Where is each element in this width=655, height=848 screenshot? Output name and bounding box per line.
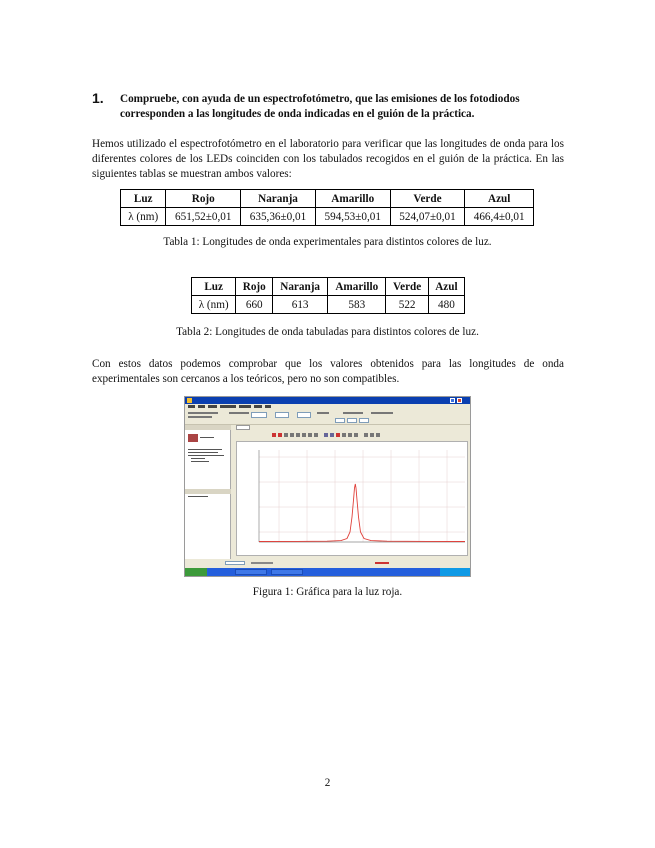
exercise-title: Compruebe, con ayuda de un espectrofotómetro, que las emisiones de los fotodiodos corresponden a las longitudes de onda indicadas en el guión de la práctica. [120, 93, 520, 120]
table-cell: λ (nm) [192, 296, 236, 314]
start-button [185, 568, 207, 576]
table-header-cell: Azul [428, 278, 464, 296]
system-tray [440, 568, 470, 576]
table-header-cell: Azul [465, 190, 534, 208]
tabulated-wavelength-table [191, 277, 465, 314]
page-number: 2 [324, 777, 331, 789]
table-2-caption: Tabla 2: Longitudes de onda tabuladas para distintos colores de luz. [176, 326, 479, 338]
taskbar-item [235, 569, 267, 575]
close-icon [457, 398, 462, 403]
table-row [192, 296, 465, 314]
screenshot-side-panel [185, 425, 231, 560]
table-cell: 635,36±0,01 [241, 208, 316, 226]
table-cell: 524,07±0,01 [390, 208, 465, 226]
table-cell: 583 [328, 296, 386, 314]
spectrum-graph-svg [237, 442, 469, 557]
intro-paragraph: Hemos utilizado el espectrofotómetro en el laboratorio para verificar que las longitudes de onda para los diferentes colores de los LEDs coinciden con los tabulados recogidos en el guión de la práctica. En las siguientes tablas se muestran ambos valores: [92, 138, 564, 180]
table-header-cell: Rojo [166, 190, 241, 208]
taskbar-item [271, 569, 303, 575]
table-cell: 660 [236, 296, 273, 314]
table-header-cell: Amarillo [315, 190, 390, 208]
minimize-icon [450, 398, 455, 403]
screenshot-title-bar [185, 397, 470, 404]
table-header-cell: Luz [121, 190, 166, 208]
table-header-cell: Verde [390, 190, 465, 208]
app-icon [187, 398, 192, 403]
exercise-heading [92, 92, 562, 122]
table-header-cell: Naranja [273, 278, 328, 296]
table-cell: 522 [386, 296, 428, 314]
table-cell: 613 [273, 296, 328, 314]
spectrometer-screenshot [184, 396, 471, 577]
table-header-cell: Naranja [241, 190, 316, 208]
table-header-cell: Rojo [236, 278, 273, 296]
exercise-number: 1. [92, 90, 104, 106]
spectrum-graph [236, 441, 468, 556]
table-cell: λ (nm) [121, 208, 166, 226]
figure-1-caption: Figura 1: Gráfica para la luz roja. [252, 586, 403, 598]
table-cell: 480 [428, 296, 464, 314]
table-header-cell: Amarillo [328, 278, 386, 296]
table-header-cell: Verde [386, 278, 428, 296]
experimental-wavelength-table [120, 189, 534, 226]
table-1-caption: Tabla 1: Longitudes de onda experimentales para distintos colores de luz. [163, 236, 492, 248]
table-row [121, 208, 534, 226]
screenshot-main-area [232, 425, 470, 560]
screenshot-toolbar [185, 409, 470, 425]
spectrum-curve [259, 484, 465, 542]
conclusion-paragraph: Con estos datos podemos comprobar que los valores obtenidos para las longitudes de onda experimentales son cercanos a los teóricos, pero no son compatibles. [92, 358, 564, 385]
table-header-cell: Luz [192, 278, 236, 296]
table-cell: 651,52±0,01 [166, 208, 241, 226]
screenshot-taskbar [185, 568, 470, 576]
graph-toolbar-icons [232, 430, 470, 440]
table-cell: 466,4±0,01 [465, 208, 534, 226]
table-cell: 594,53±0,01 [315, 208, 390, 226]
graph-grid [259, 450, 465, 542]
screenshot-status-bar [185, 559, 470, 567]
